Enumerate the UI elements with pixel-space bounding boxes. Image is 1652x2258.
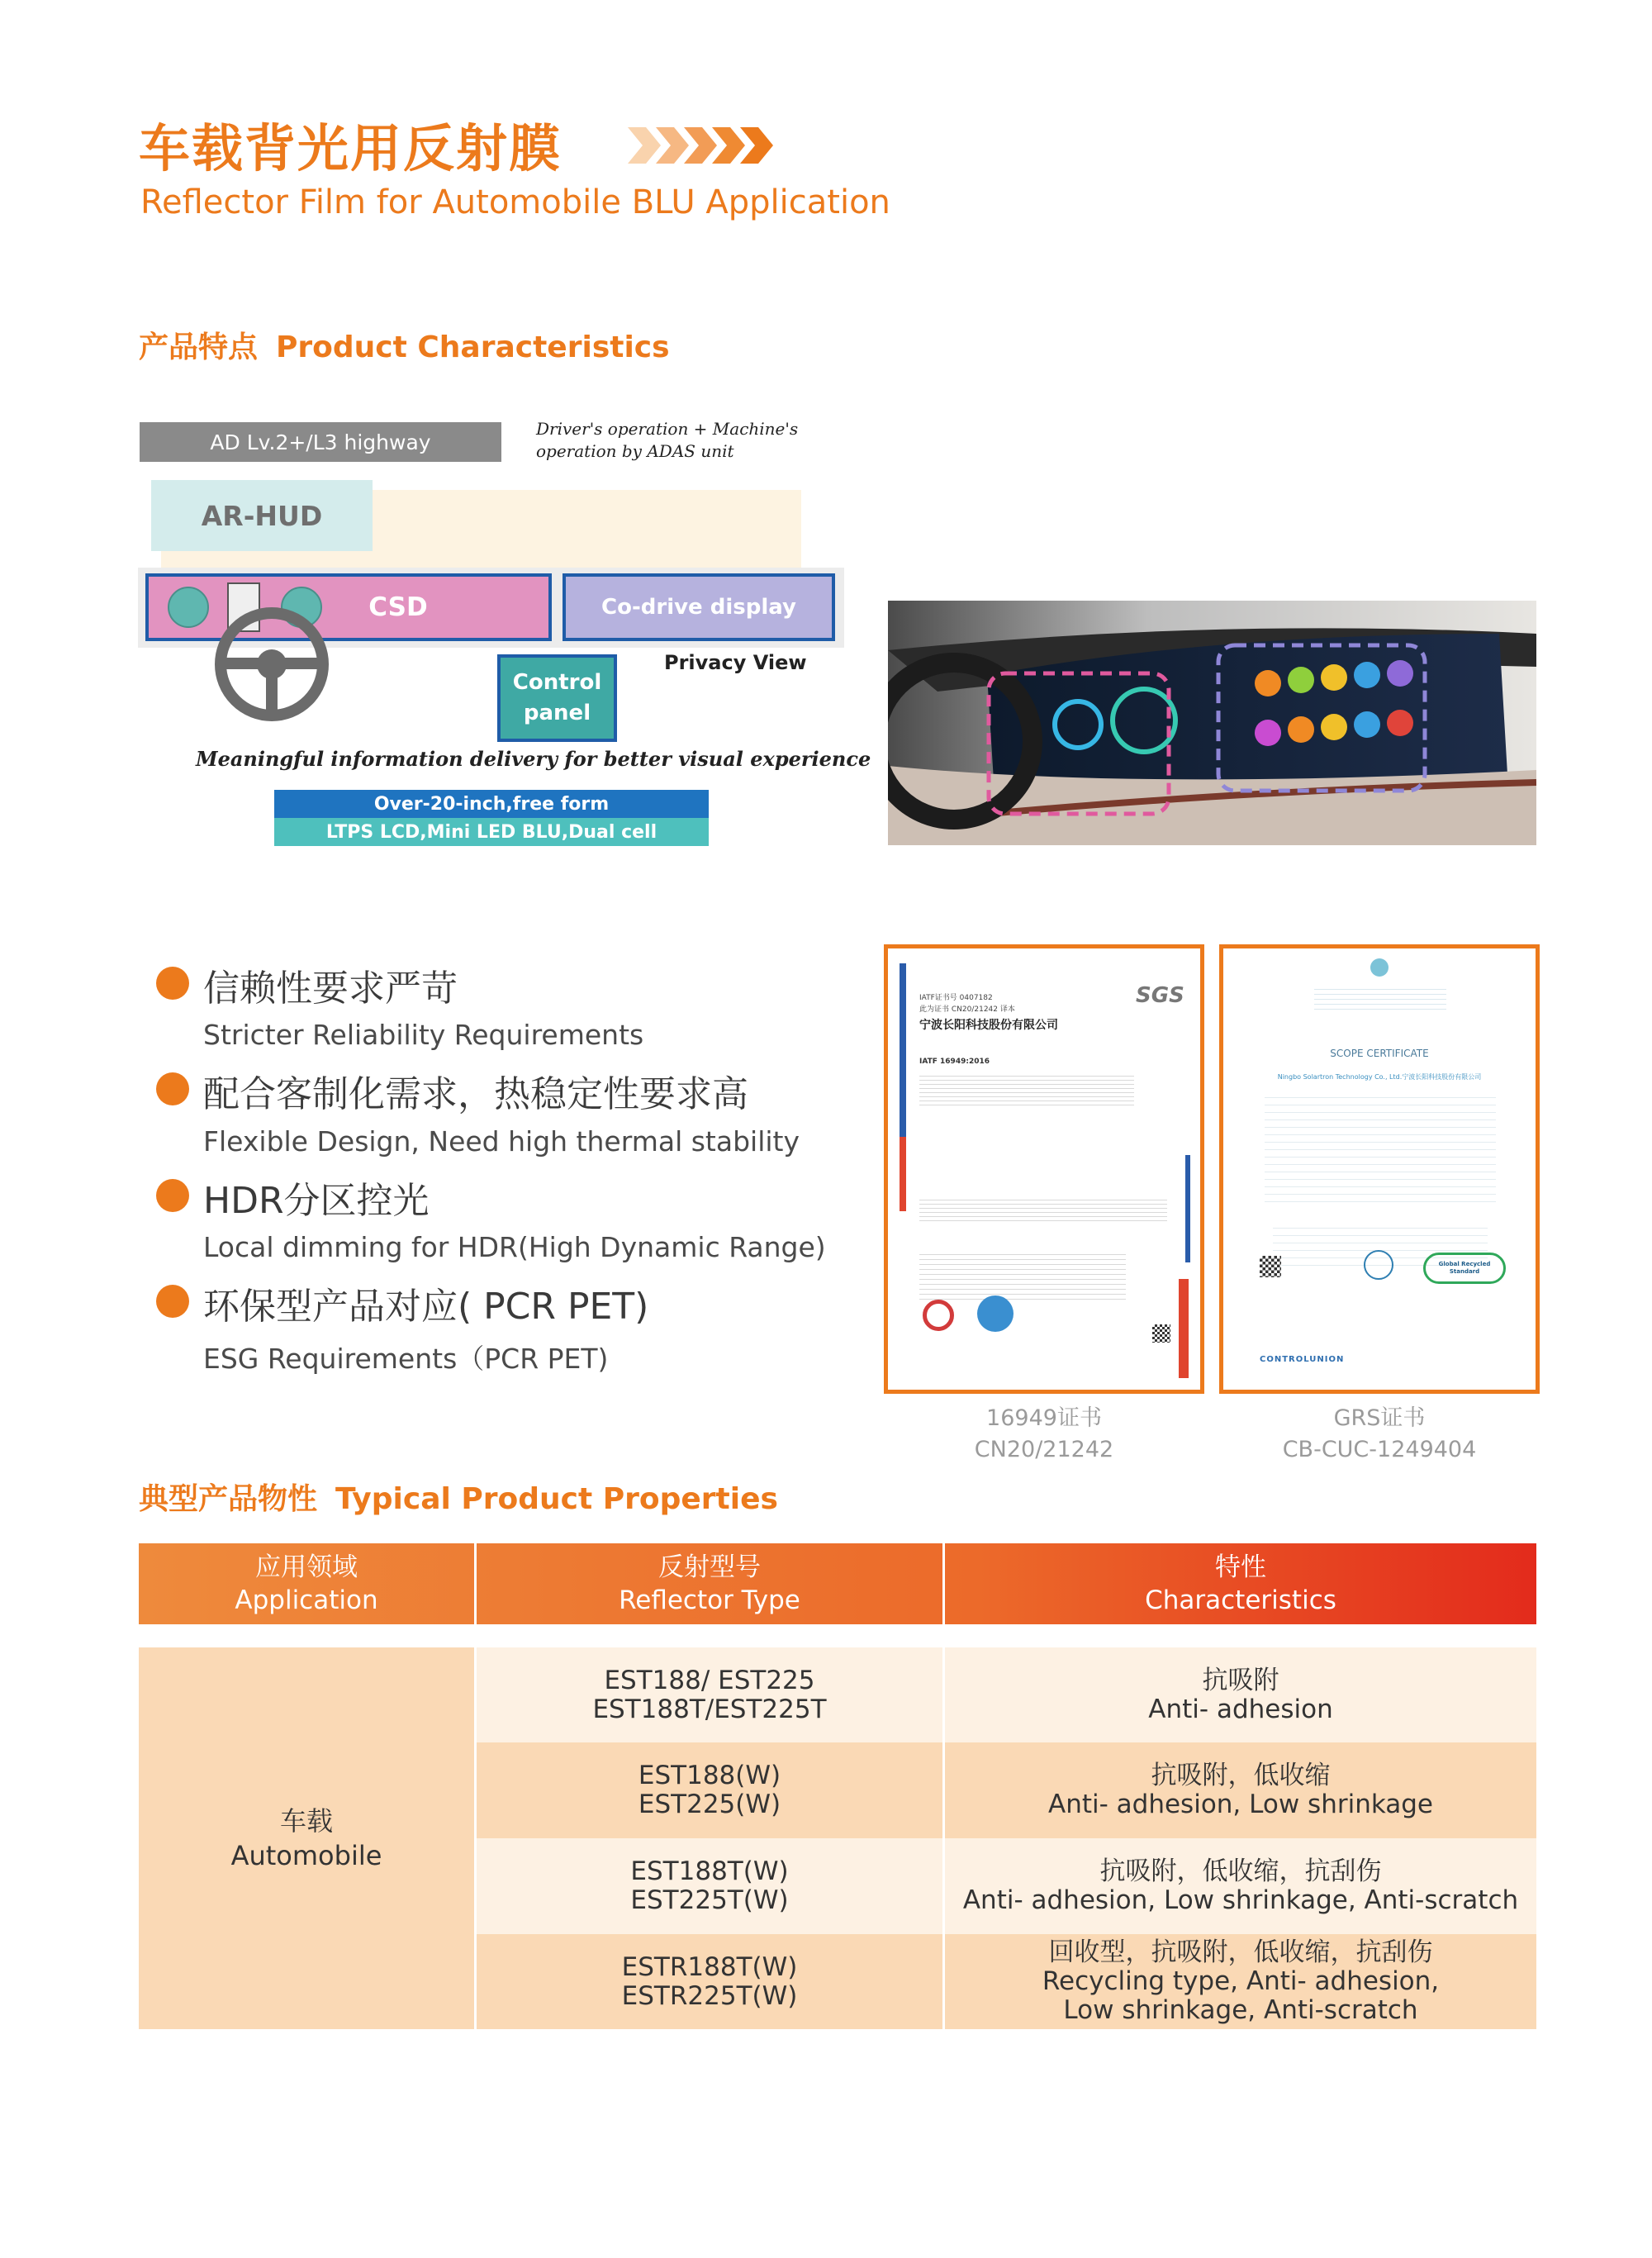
page-title: 车载背光用反射膜 (139, 118, 563, 178)
reflector-type-cell (477, 1742, 942, 1838)
char-line: 抗吸附，低收缩 (1151, 1761, 1331, 1790)
iatf-seal-icon (977, 1295, 1014, 1332)
driver-note-line: operation by ADAS unit (536, 441, 734, 461)
bullet-cn: HDR分区控光 (203, 1180, 430, 1222)
bullet-dot-icon (156, 1285, 189, 1318)
type-line: EST188T/EST225T (592, 1694, 827, 1724)
properties-heading-cn: 典型产品物性 (139, 1482, 318, 1516)
grs-badge-icon (1423, 1253, 1506, 1284)
characteristics-cell (945, 1742, 1536, 1838)
control-panel-label: Control (512, 670, 602, 695)
cert-red-stripe (1179, 1279, 1189, 1378)
type-line: ESTR225T(W) (621, 1980, 798, 2011)
spec-bar-size (274, 790, 709, 818)
cert-blue-stripe (1185, 1155, 1190, 1262)
table-row (477, 1647, 1536, 1742)
co-drive-display (563, 573, 835, 641)
car-dashboard-photo (888, 601, 1536, 845)
bullet-en: Local dimming for HDR(High Dynamic Range) (203, 1231, 826, 1263)
qr-code-icon (1260, 1256, 1281, 1277)
privacy-view-label: Privacy View (664, 651, 807, 674)
chevrons-decoration-icon (628, 124, 793, 167)
table-row (477, 1838, 1536, 1934)
grs-seal-icon (1364, 1250, 1393, 1280)
header-label-cn: 应用领域 (255, 1552, 358, 1582)
table-row (477, 1742, 1536, 1838)
type-line: EST225(W) (638, 1790, 781, 1819)
char-line: Anti- adhesion (1148, 1694, 1333, 1724)
char-line: 抗吸附，低收缩，抗刮伤 (1099, 1856, 1382, 1886)
iatf-certificate (884, 944, 1204, 1394)
cert-red-stripe (900, 1137, 906, 1211)
header-label-en: Application (235, 1585, 378, 1615)
bullet-dot-icon (156, 1179, 189, 1212)
grs-company: Ningbo Solartron Technology Co., Ltd.宁波长阳科技股份有限公司 (1277, 1073, 1482, 1081)
sgs-logo: SGS (1136, 983, 1184, 1008)
cert-caption (1260, 1403, 1498, 1466)
type-line: EST188(W) (638, 1761, 781, 1790)
application-en: Automobile (230, 1840, 382, 1871)
cert-company: 宁波长阳科技股份有限公司 (919, 1019, 1058, 1032)
grs-heading: SCOPE CERTIFICATE (1330, 1048, 1429, 1059)
ar-hud-box (151, 480, 373, 551)
driver-note-line: Driver's operation + Machine's (536, 419, 799, 439)
cert-text-block (919, 1196, 1167, 1221)
type-line: EST188T(W) (630, 1856, 789, 1886)
spec-tech-label: LTPS LCD,Mini LED BLU,Dual cell (325, 821, 657, 843)
table-body (139, 1647, 1536, 2029)
characteristics-cell (945, 1647, 1536, 1742)
properties-heading-en: Typical Product Properties (335, 1482, 778, 1516)
application-cn: 车载 (279, 1805, 333, 1837)
header-characteristics (945, 1543, 1536, 1624)
control-panel-box (497, 654, 617, 742)
header-label-cn: 特性 (1215, 1552, 1266, 1582)
ad-level-label: AD Lv.2+/L3 highway (210, 430, 431, 454)
bullet-cn: 环保型产品对应( PCR PET) (203, 1286, 649, 1328)
bullet-cn: 信赖性要求严苛 (203, 967, 458, 1010)
reflector-type-cell (477, 1838, 942, 1934)
spec-bar-tech (274, 818, 709, 846)
cert-red-stripe (900, 963, 906, 1137)
bullet-dot-icon (156, 967, 189, 1000)
characteristics-cell (945, 1838, 1536, 1934)
header-reflector-type (477, 1543, 942, 1624)
grs-certificate (1219, 944, 1540, 1394)
cert-caption-line: CB-CUC-1249404 (1282, 1437, 1477, 1462)
bullet-en: Flexible Design, Need high thermal stability (203, 1125, 800, 1158)
cert-caption (925, 1403, 1163, 1466)
page-subtitle: Reflector Film for Automobile BLU Application (140, 183, 890, 221)
ad-level-bar (140, 422, 501, 462)
cert-text-block (919, 1072, 1134, 1105)
driver-operation-note (536, 418, 798, 463)
char-line: Recycling type, Anti- adhesion, (1042, 1966, 1440, 1996)
type-line: EST188/ EST225 (604, 1665, 815, 1695)
co-drive-label: Co-drive display (601, 595, 796, 620)
reflector-type-cell (477, 1934, 942, 2029)
char-line: 抗吸附 (1202, 1665, 1279, 1695)
cert-number: IATF证书号 0407182 (919, 994, 993, 1002)
characteristics-heading (139, 324, 670, 366)
table-row (477, 1934, 1536, 2029)
steering-wheel-icon (213, 606, 330, 723)
characteristics-heading-en: Product Characteristics (276, 330, 670, 364)
header-label-cn: 反射型号 (658, 1552, 761, 1582)
bullet-en: Stricter Reliability Requirements (203, 1019, 644, 1051)
gauge-circle-icon (168, 587, 209, 628)
cockpit-diagram (136, 413, 871, 859)
cert-caption-line: 16949证书 (986, 1405, 1102, 1431)
bullet-cn: 配合客制化需求，热稳定性要求高 (203, 1073, 748, 1115)
cert-caption-line: GRS证书 (1333, 1405, 1426, 1431)
characteristics-cell (945, 1934, 1536, 2029)
properties-heading (139, 1476, 778, 1518)
qr-code-icon (1152, 1324, 1170, 1343)
char-line: 回收型，抗吸附，低收缩，抗刮伤 (1048, 1937, 1433, 1967)
char-line: Anti- adhesion, Low shrinkage (1048, 1790, 1433, 1819)
char-line: Low shrinkage, Anti-scratch (1063, 1995, 1418, 2025)
grs-text-block (1314, 985, 1446, 1010)
spec-size-label: Over-20-inch,free form (373, 793, 610, 815)
char-line: Anti- adhesion, Low shrinkage, Anti-scratch (962, 1885, 1519, 1915)
type-line: ESTR188T(W) (621, 1951, 798, 1982)
control-union-logo: CONTROLUNION (1260, 1355, 1345, 1364)
diagram-caption: Meaningful information delivery for better visual experience (196, 747, 871, 771)
type-line: EST225T(W) (630, 1885, 789, 1915)
application-cell (139, 1647, 474, 2029)
header-label-en: Characteristics (1145, 1585, 1336, 1615)
header-label-en: Reflector Type (619, 1585, 800, 1615)
csd-label: CSD (368, 592, 428, 622)
cert-text-block (919, 1250, 1126, 1300)
grs-top-logo-icon (1370, 958, 1389, 977)
cert-caption-line: CN20/21242 (974, 1437, 1114, 1462)
characteristics-heading-cn: 产品特点 (139, 330, 259, 364)
bullet-en: ESG Requirements（PCR PET) (203, 1343, 609, 1375)
reflector-type-cell (477, 1647, 942, 1742)
grs-badge-label: Global Recycled Standard (1438, 1261, 1491, 1275)
header-application (139, 1543, 474, 1624)
ar-hud-label: AR-HUD (201, 499, 323, 532)
cert-translation: 此为证书 CN20/21242 译本 (919, 1005, 1015, 1014)
sgs-seal-icon (923, 1300, 954, 1331)
grs-text-block (1265, 1091, 1496, 1206)
cert-standard: IATF 16949:2016 (919, 1058, 990, 1066)
control-panel-label: panel (523, 701, 591, 725)
bullet-dot-icon (156, 1072, 189, 1105)
